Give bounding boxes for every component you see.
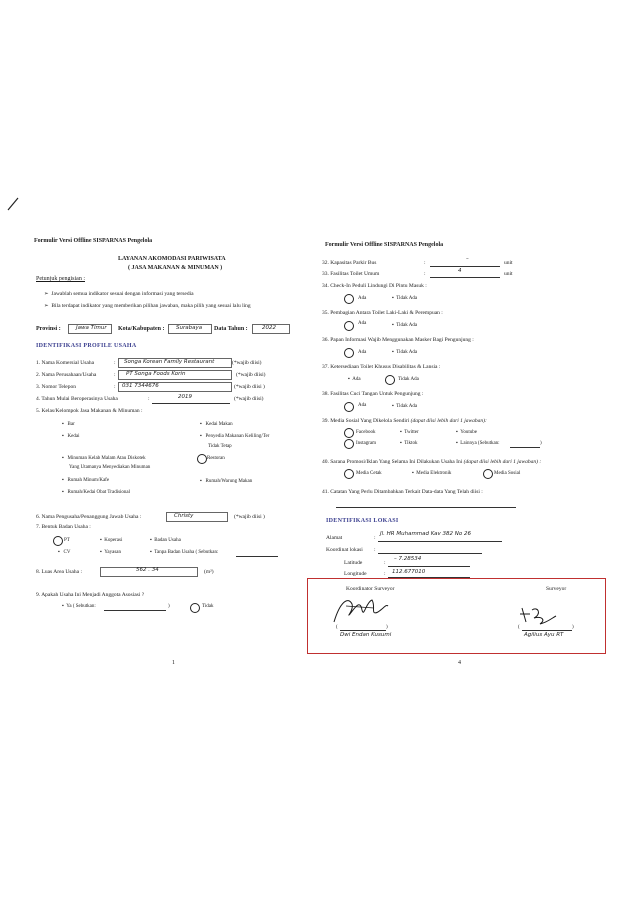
signature-surveyor — [516, 604, 562, 628]
form-title: LAYANAN AKOMODASI PARIWISATA — [118, 256, 226, 262]
opt-badan-usaha[interactable]: ▪ Badan Usaha — [150, 538, 181, 543]
provinsi-value: Jawa Timur — [76, 325, 107, 331]
q37-label: 37. Ketersediaan Toilet Khusus Disabilitas & Lansia : — [322, 364, 441, 370]
surveyor-label: Surveyor — [546, 586, 567, 592]
q36-label: 36. Papan Informasi Wajib Menggunakan Masker Bagi Pengunjung : — [322, 337, 474, 343]
alamat-value: Jl. HR Muhammad Kav 382 No 26 — [380, 531, 472, 537]
q36-ada[interactable]: Ada — [358, 350, 367, 355]
q33-label: 33. Fasilitas Toilet Umum — [322, 271, 380, 277]
page-number-right: 4 — [458, 660, 461, 666]
longitude-value: 112.677010 — [392, 569, 426, 575]
opt-minuman-kelab[interactable]: ▪ Minuman Kelab Malam Atau Diskotek — [62, 456, 146, 461]
opt-media-elektronik[interactable]: ▪ Media Elektronik — [412, 471, 452, 476]
q35-tidak-ada[interactable]: ▪ Tidak Ada — [392, 323, 418, 328]
q9-label: 9. Apakah Usaha Ini Menjadi Anggota Asosiasi ? — [36, 592, 145, 598]
q32-value: – — [466, 256, 469, 262]
latitude-label: Latitude — [344, 560, 363, 566]
q34-tidak-ada[interactable]: ▪ Tidak Ada — [392, 296, 418, 301]
q38-tidak-ada[interactable]: ▪ Tidak Ada — [392, 404, 418, 409]
petunjuk-label: Petunjuk pengisian : — [36, 276, 85, 282]
q33-unit: unit — [504, 271, 513, 277]
opt-kedai-makan[interactable]: ▪ Kedai Makan — [200, 422, 233, 427]
signature-koordinator — [326, 592, 396, 626]
q35-ada[interactable]: Ada — [358, 321, 367, 326]
q38-ada[interactable]: Ada — [358, 403, 367, 408]
q38-label: 38. Fasilitas Cuci Tangan Untuk Pengunjung : — [322, 391, 424, 397]
q6-label: 6. Nama Pengusaha/Penanggung Jawab Usaha : — [36, 514, 142, 520]
q39-label: 39. Media Sosial Yang Dikelola Sendiri (dapat diisi lebih dari 1 jawaban): — [322, 418, 487, 424]
latitude-value: – 7.28534 — [394, 556, 422, 562]
q39-instagram-circle[interactable] — [344, 439, 354, 449]
q6-value: Christy — [174, 513, 194, 519]
kota-value: Surabaya — [176, 325, 203, 331]
opt-cv[interactable]: ▪ CV — [58, 550, 71, 555]
q1-label: 1. Nama Komersial Usaha — [36, 360, 95, 366]
q35-selected-circle[interactable] — [344, 321, 354, 331]
q36-tidak-ada[interactable]: ▪ Tidak Ada — [392, 350, 418, 355]
opt-kedai[interactable]: ▪ Kedai — [62, 434, 80, 439]
opt-tanpa-badan[interactable]: ▪ Tanpa Badan Usaha ( Sebutkan: — [150, 550, 219, 555]
koordinator-name: Dwi Endan Kusumi — [340, 632, 392, 638]
q39-facebook-circle[interactable] — [344, 428, 354, 438]
q1-value: Songa Korean Family Restaurant — [124, 359, 215, 365]
ya-field[interactable] — [104, 610, 166, 611]
q33-field[interactable] — [430, 277, 500, 278]
page-number-left: 1 — [172, 660, 175, 666]
opt-pt[interactable]: PT — [64, 538, 70, 543]
surveyor-name: Agilius Ayu RT — [524, 632, 564, 638]
opt-tidak[interactable]: Tidak — [202, 604, 214, 609]
q32-field[interactable] — [430, 266, 500, 267]
opt-penyedia-2: Tidak Tetap — [208, 444, 232, 449]
tahun-value: 2022 — [262, 325, 276, 331]
opt-media-sosial[interactable]: Media Sosial — [494, 471, 521, 476]
alamat-field[interactable] — [378, 541, 502, 542]
tahun-label: Data Tahun : — [214, 326, 248, 332]
section-identifikasi-profil: IDENTIFIKASI PROFILE USAHA — [36, 343, 137, 349]
q4-field[interactable] — [152, 403, 230, 404]
opt-rumah-minum[interactable]: ▪ Rumah Minum/Kafe — [62, 478, 110, 483]
opt-lainnya[interactable]: ▪ Lainnya (Sebutkan: — [456, 441, 500, 446]
opt-koperasi[interactable]: ▪ Koperasi — [100, 538, 123, 543]
selected-circle-pt[interactable] — [53, 536, 63, 546]
header-left: Formulir Versi Offline SISPARNAS Pengelola — [34, 238, 153, 244]
q40-cetak-circle[interactable] — [344, 469, 354, 479]
opt-media-cetak[interactable]: Media Cetak — [356, 471, 382, 476]
alamat-label: Alamat — [326, 535, 343, 541]
q34-selected-circle[interactable] — [344, 294, 354, 304]
q37-tidak-ada[interactable]: Tidak Ada — [398, 377, 419, 382]
q2-label: 2. Nama Perusahaan/Usaha — [36, 372, 97, 378]
q37-selected-circle[interactable] — [385, 375, 395, 385]
q36-selected-circle[interactable] — [344, 348, 354, 358]
opt-bar[interactable]: ▪ Bar — [62, 422, 75, 427]
q8-value: 562 . 34 — [136, 567, 159, 573]
q40-label: 40. Sarana Promosi/Iklan Yang Selama Ini Dilakukan Usaha Ini (dapat diisi lebih dari 1 jawaban) : — [322, 459, 542, 465]
opt-twitter[interactable]: ▪ Twitter — [400, 430, 419, 435]
q4-label: 4. Tahun Mulai Beroperasinya Usaha — [36, 396, 118, 402]
q2-value: PT Songa Foods Korin — [126, 371, 186, 377]
q8-unit: (m²) — [204, 569, 214, 575]
selected-circle-tidak[interactable] — [190, 603, 200, 613]
opt-penyedia[interactable]: ▪ Penyedia Makanan Keliling/Ter — [200, 434, 270, 439]
q1-note: (*wajib diisi) — [232, 360, 262, 366]
q34-label: 34. Check-In Peduli Lindungi Di Pintu Masuk : — [322, 283, 427, 289]
lainnya-field[interactable] — [510, 447, 540, 448]
q4-note: (*wajib diisi) — [234, 396, 264, 402]
q38-selected-circle[interactable] — [344, 402, 354, 412]
section-identifikasi-lokasi: IDENTIFIKASI LOKASI — [326, 518, 399, 524]
longitude-label: Longitude — [344, 571, 367, 577]
koordinator-label: Koordinator Surveyor — [346, 586, 395, 592]
q32-unit: unit — [504, 260, 513, 266]
q35-label: 35. Pembagian Antara Toilet Laki-Laki & Perempuan : — [322, 310, 443, 316]
opt-rumah-warung[interactable]: ▪ Rumah/Warung Makan — [200, 479, 253, 484]
koordinator-name-line — [340, 630, 386, 631]
opt-ya[interactable]: ▪ Ya ( Sebutkan: — [62, 604, 96, 609]
q8-label: 8. Luas Area Usaha : — [36, 569, 82, 575]
opt-facebook[interactable]: Facebook — [356, 430, 376, 435]
q4-value: 2019 — [178, 394, 192, 400]
opt-minuman-kelab-2: Yang Utamanya Menyediakan Minuman — [69, 465, 151, 470]
q37-ada[interactable]: ▪ Ada — [348, 377, 361, 382]
opt-restoran[interactable]: Restoran — [207, 456, 225, 461]
koordinat-field[interactable] — [378, 553, 482, 554]
q6-note: (*wajib diisi ) — [234, 514, 265, 520]
q2-note: (*wajib diisi) — [236, 372, 266, 378]
instruction-2: ➢ Bila terdapat indikator yang memberikan pilihan jawaban, maka pilih yang sesuai lalu ling — [44, 303, 251, 309]
q3-note: (*wajib diisi ) — [234, 384, 265, 390]
kota-label: Kota/Kabupaten : — [118, 326, 165, 332]
q40-sosial-circle[interactable] — [483, 469, 493, 479]
q41-field[interactable] — [336, 507, 516, 508]
q5-label: 5. Kelas/Kelompok Jasa Makanan & Minuman : — [36, 408, 143, 414]
instruction-1: ➢ Jawablah semua indikator sesuai dengan informasi yang tersedia — [44, 291, 194, 297]
q3-label: 3. Nomor Telepon — [36, 384, 76, 390]
opt-instagram[interactable]: Instagram — [356, 441, 376, 446]
q7-label: 7. Bentuk Badan Usaha : — [36, 524, 91, 530]
pen-mark — [6, 196, 20, 212]
opt-tiktok[interactable]: ▪ Tiktok — [400, 441, 418, 446]
surveyor-name-line — [522, 630, 572, 631]
q32-label: 32. Kapasitas Parkir Bus — [322, 260, 377, 266]
latitude-field[interactable] — [388, 566, 470, 567]
q33-value: 4 — [458, 268, 462, 274]
koordinat-label: Koordinat lokasi — [326, 547, 363, 553]
q41-label: 41. Catatan Yang Perlu Ditambahkan Terkait Data-data Yang Telah diisi : — [322, 489, 483, 495]
q34-ada[interactable]: Ada — [358, 296, 367, 301]
selected-circle-restoran[interactable] — [197, 454, 207, 464]
opt-youtube[interactable]: ▪ Youtube — [456, 430, 477, 435]
opt-yayasan[interactable]: ▪ Yayasan — [100, 550, 121, 555]
tanpa-badan-field[interactable] — [236, 556, 278, 557]
provinsi-label: Provinsi : — [36, 326, 61, 332]
header-right: Formulir Versi Offline SISPARNAS Pengelola — [325, 242, 444, 248]
form-subtitle: ( JASA MAKANAN & MINUMAN ) — [128, 265, 223, 271]
opt-rumah-obat[interactable]: ▪ Rumah/Kedai Obat Tradisional — [62, 490, 131, 495]
q3-value: 031 7344676 — [122, 383, 159, 389]
